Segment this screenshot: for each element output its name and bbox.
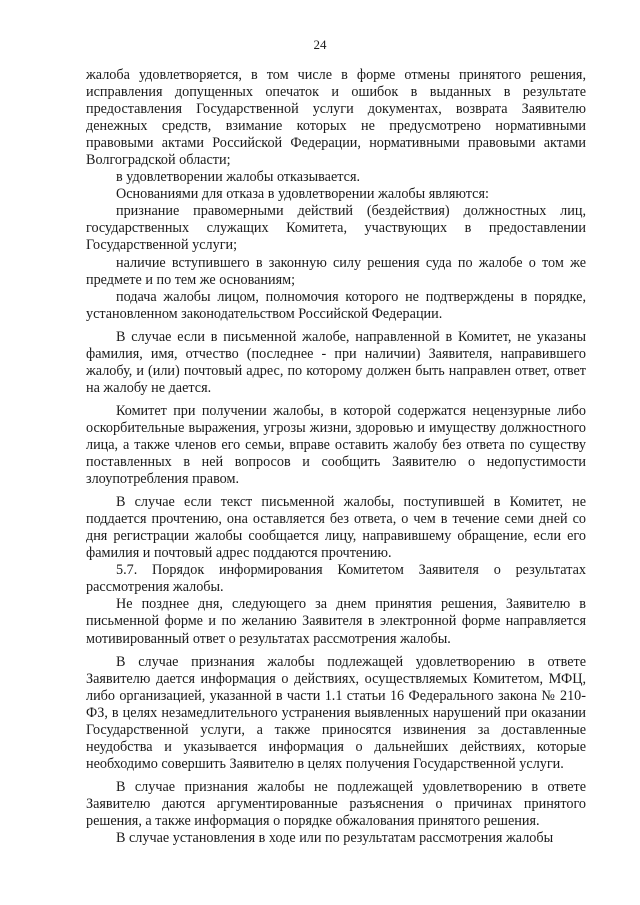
paragraph-13: В случае признания жалобы не подлежащей удовлетворению в ответе Заявителю даются аргументированные разъяснения о причинах принятого решения, а также информация о порядке обжалования принятого решения. [86, 778, 586, 829]
paragraph-12: В случае признания жалобы подлежащей удовлетворению в ответе Заявителю дается информация о действиях, осуществляемых Комитетом, МФЦ, либо организацией, указанной в части 1.1 статьи 16 Федерального закона № 210-ФЗ, в целях незамедлительного устранения выявленных нарушений при оказании Государственной услуги, а также приносятся извинения за доставленные неудобства и указывается информация о дальнейших действиях, которые необходимо совершить Заявителю в целях получения Государственной услуги. [86, 653, 586, 772]
paragraph-11: Не позднее дня, следующего за днем принятия решения, Заявителю в письменной форме и по желанию Заявителя в электронной форме направляется мотивированный ответ о результатах рассмотрения жалобы. [86, 596, 586, 647]
page-number: 24 [313, 37, 327, 52]
paragraph-9: В случае если текст письменной жалобы, поступившей в Комитет, не поддается прочтению, она оставляется без ответа, о чем в течение семи дней со дня регистрации жалобы сообщается лицу, направившему обращение, если его фамилия и почтовый адрес поддаются прочтению. [86, 494, 586, 562]
paragraph-7: В случае если в письменной жалобе, направленной в Комитет, не указаны фамилия, имя, отчество (последнее - при наличии) Заявителя, направившего жалобу, и (или) почтовый адрес, по которому должен быть направлен ответ, ответ на жалобу не дается. [86, 328, 586, 396]
section-heading-5-7: 5.7. Порядок информирования Комитетом Заявителя о результатах рассмотрения жалобы. [86, 562, 586, 596]
paragraph-1: жалоба удовлетворяется, в том числе в форме отмены принятого решения, исправления допущенных опечаток и ошибок в выданных в результате предоставления Государственной услуги документах, возврата Заявителю денежных средств, взимание которых не предусмотрено нормативными правовыми актами Российской Федерации, нормативными правовыми актами Волгоградской области; [86, 67, 586, 169]
paragraph-5: наличие вступившего в законную силу решения суда по жалобе о том же предмете и по тем же основаниям; [86, 254, 586, 288]
paragraph-14: В случае установления в ходе или по результатам рассмотрения жалобы [116, 830, 554, 847]
paragraph-2: в удовлетворении жалобы отказывается. [116, 169, 361, 186]
paragraph-4: признание правомерными действий (бездействия) должностных лиц, государственных служащих Комитета, участвующих в предоставлении Государственной услуги; [86, 203, 586, 254]
paragraph-6: подача жалобы лицом, полномочия которого не подтверждены в порядке, установленном законодательством Российской Федерации. [86, 288, 586, 322]
paragraph-3: Основаниями для отказа в удовлетворении жалобы являются: [116, 186, 489, 203]
document-body [86, 67, 586, 847]
paragraph-8: Комитет при получении жалобы, в которой содержатся нецензурные либо оскорбительные выражения, угрозы жизни, здоровью и имуществу должностного лица, а также членов его семьи, вправе оставить жалобу без ответа по существу поставленных в ней вопросов и сообщить Заявителю о недопустимости злоупотребления правом. [86, 402, 586, 488]
